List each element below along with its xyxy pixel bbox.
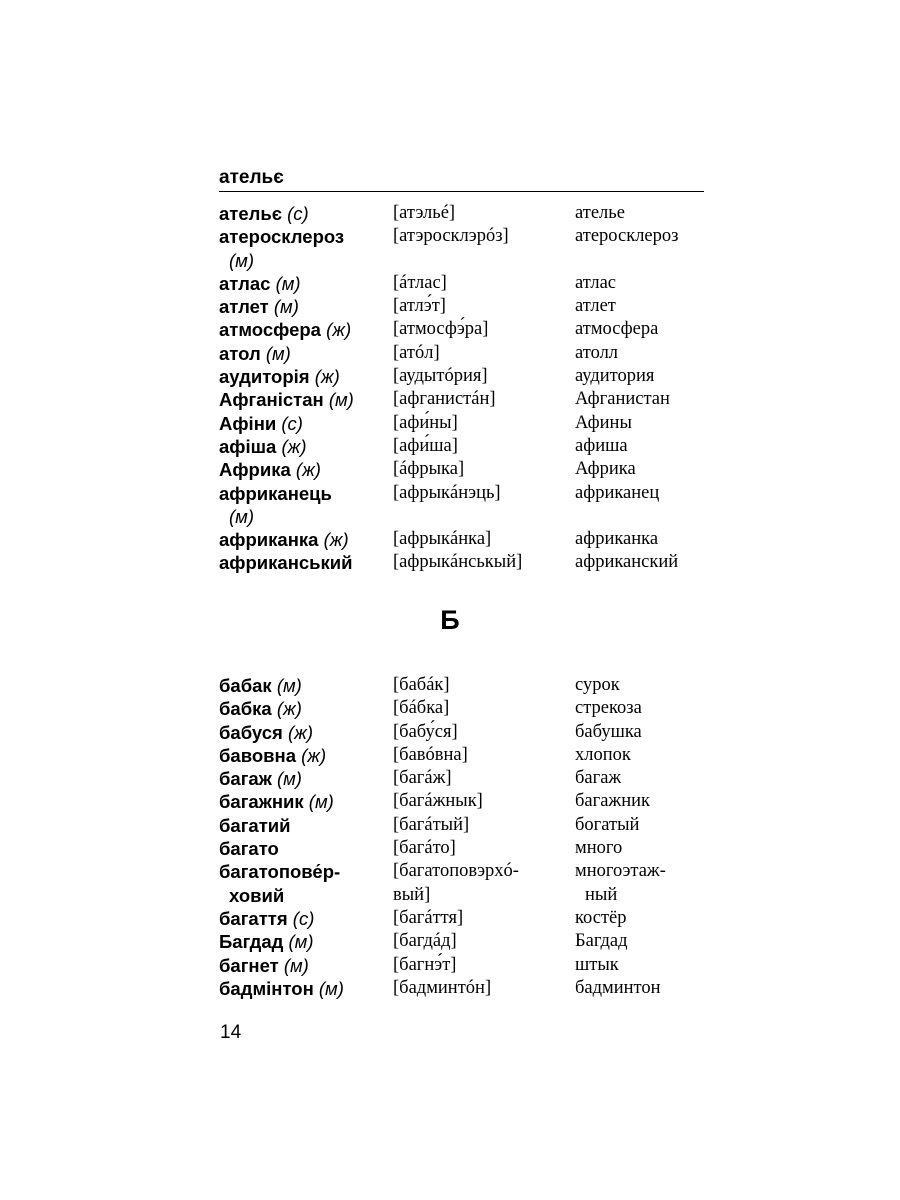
- headword: багажник: [219, 791, 304, 813]
- translation-cell: [575, 342, 725, 365]
- gender-marker: (м): [273, 296, 299, 318]
- dictionary-entry: [219, 860, 719, 907]
- headword: багатий: [219, 814, 291, 836]
- translation-cell: [575, 412, 725, 435]
- gender-marker: (м): [275, 272, 301, 294]
- transcription: [атлэ́т]: [393, 296, 446, 317]
- transcription: [багáжнык]: [393, 791, 483, 812]
- headword-cell: [219, 814, 389, 837]
- transcription-cell: [393, 674, 573, 697]
- gender-marker: (с): [281, 412, 303, 434]
- translation-cell: [575, 907, 725, 930]
- transcription: [áфрыка]: [393, 459, 465, 480]
- headword: бабак: [219, 675, 272, 696]
- dictionary-entry: [219, 907, 719, 930]
- russian-translation: сурок: [575, 675, 620, 695]
- russian-translation: бадминтон: [575, 977, 661, 998]
- headword: бавовна: [219, 744, 296, 766]
- headword-cell: [219, 412, 389, 435]
- russian-translation: Багдад: [575, 931, 628, 952]
- headword: ательє: [219, 203, 282, 224]
- russian-translation: многоэтаж-: [575, 861, 666, 882]
- translation-cell: [575, 697, 725, 720]
- dictionary-entry: [219, 365, 719, 388]
- headword-cell: [219, 767, 389, 790]
- transcription-cell: [393, 930, 573, 953]
- headword-cell: [219, 977, 389, 1000]
- transcription: [атóл]: [393, 342, 440, 363]
- translation-cell: [575, 435, 725, 458]
- transcription-cell: [393, 860, 573, 907]
- russian-translation: атлас: [575, 272, 617, 293]
- translation-cell: [575, 202, 725, 225]
- headword-cell: [219, 482, 389, 529]
- transcription-cell: [393, 272, 573, 295]
- translation-cell: [575, 860, 725, 907]
- gender-marker: (ж): [281, 435, 307, 457]
- russian-translation: атолл: [575, 342, 619, 363]
- translation-cell: [575, 814, 725, 837]
- headword: Африка: [219, 459, 291, 481]
- transcription-cell: [393, 551, 573, 574]
- dictionary-entry: [219, 458, 719, 481]
- headword-cell: [219, 790, 389, 813]
- transcription-continuation: вый]: [393, 884, 431, 905]
- gender-marker: (м): [288, 931, 314, 953]
- translation-cell: [575, 721, 725, 744]
- headword-cell: [219, 342, 389, 365]
- russian-translation: штык: [575, 954, 619, 975]
- dictionary-entry: [219, 767, 719, 790]
- russian-translation: атлет: [575, 296, 616, 317]
- dictionary-entry: [219, 790, 719, 813]
- headword-cell: [219, 744, 389, 767]
- transcription-cell: [393, 342, 573, 365]
- headword: бабуся: [219, 721, 283, 743]
- headword: атлет: [219, 296, 269, 318]
- headword-cell: [219, 272, 389, 295]
- headword: багато: [219, 838, 279, 860]
- russian-translation: африканец: [575, 482, 660, 503]
- transcription: [афи́ны]: [393, 412, 458, 433]
- headword-cell: [219, 388, 389, 411]
- transcription: [бабу́ся]: [393, 721, 458, 742]
- dictionary-entry: [219, 342, 719, 365]
- transcription: [афи́ша]: [393, 435, 458, 456]
- headword: багаж: [219, 768, 272, 790]
- russian-translation: багаж: [575, 768, 622, 789]
- translation-continuation: ный: [585, 884, 618, 905]
- transcription: [багáтый]: [393, 814, 470, 835]
- translation-cell: [575, 482, 725, 505]
- headword: багнет: [219, 954, 279, 976]
- gender-marker: (ж): [287, 721, 314, 743]
- entries-section-b: [219, 674, 719, 1000]
- russian-translation: африканский: [575, 552, 679, 573]
- translation-cell: [575, 318, 725, 341]
- headword: Афганістан: [219, 389, 324, 411]
- transcription: [афрыкáнэць]: [393, 482, 501, 503]
- translation-cell: [575, 674, 725, 697]
- transcription: [багатоповэрхó-: [393, 861, 519, 882]
- russian-translation: стрекоза: [575, 698, 642, 719]
- gender-marker: (ж): [326, 319, 352, 341]
- headword-cell: [219, 954, 389, 977]
- translation-cell: [575, 388, 725, 411]
- gender-marker: (м): [229, 249, 255, 271]
- dictionary-entry: [219, 954, 719, 977]
- transcription-cell: [393, 458, 573, 481]
- russian-translation: атеросклероз: [575, 226, 679, 247]
- section-letter-heading: Б: [440, 605, 460, 635]
- gender-marker: (ж): [295, 459, 321, 481]
- translation-cell: [575, 295, 725, 318]
- gender-marker: (ж): [314, 366, 340, 388]
- transcription: [бабáк]: [393, 675, 450, 695]
- russian-translation: хлопок: [575, 744, 631, 765]
- russian-translation: богатый: [575, 814, 640, 835]
- headword-continuation: ховий: [229, 884, 285, 906]
- russian-translation: афиша: [575, 435, 628, 456]
- transcription-cell: [393, 837, 573, 860]
- gender-marker: (ж): [323, 529, 349, 551]
- headword: бабка: [219, 698, 272, 720]
- transcription-cell: [393, 767, 573, 790]
- headword: афіша: [219, 435, 277, 457]
- gender-marker: (м): [308, 791, 334, 813]
- translation-cell: [575, 954, 725, 977]
- gender-marker: (м): [283, 954, 309, 976]
- gender-marker: (ж): [301, 744, 327, 766]
- transcription-cell: [393, 528, 573, 551]
- transcription: [багáж]: [393, 768, 452, 789]
- headword-cell: [219, 318, 389, 341]
- transcription: [атмосфэ́ра]: [393, 319, 489, 340]
- translation-cell: [575, 365, 725, 388]
- headword: аудиторія: [219, 366, 310, 388]
- transcription-cell: [393, 435, 573, 458]
- russian-translation: бабушка: [575, 721, 642, 742]
- transcription-cell: [393, 318, 573, 341]
- headword-cell: [219, 365, 389, 388]
- transcription: [аудытóрия]: [393, 366, 488, 387]
- headword: Афіни: [219, 412, 277, 434]
- headword-cell: [219, 528, 389, 551]
- headword: атеросклероз: [219, 226, 345, 248]
- russian-translation: аудитория: [575, 366, 655, 387]
- dictionary-entry: [219, 744, 719, 767]
- russian-translation: атмосфера: [575, 319, 659, 340]
- transcription-cell: [393, 412, 573, 435]
- headword-cell: [219, 674, 389, 697]
- headword: багаття: [219, 907, 288, 929]
- transcription-cell: [393, 202, 573, 225]
- dictionary-entry: [219, 930, 719, 953]
- gender-marker: (с): [287, 203, 309, 224]
- transcription-cell: [393, 721, 573, 744]
- dictionary-entry: [219, 272, 719, 295]
- dictionary-entry: [219, 721, 719, 744]
- headword-cell: [219, 907, 389, 930]
- transcription-cell: [393, 977, 573, 1000]
- russian-translation: багажник: [575, 791, 650, 812]
- gender-marker: (м): [276, 768, 302, 790]
- headword: африканський: [219, 552, 353, 574]
- gender-marker: (м): [328, 389, 354, 411]
- dictionary-entry: [219, 551, 719, 574]
- dictionary-entry: [219, 674, 719, 697]
- transcription: [бавóвна]: [393, 744, 468, 765]
- transcription-cell: [393, 744, 573, 767]
- headword: атол: [219, 342, 261, 364]
- gender-marker: (с): [292, 907, 315, 929]
- headword: атмосфера: [219, 319, 321, 341]
- transcription-cell: [393, 814, 573, 837]
- dictionary-entry: [219, 412, 719, 435]
- running-head: ательє: [219, 167, 704, 192]
- russian-translation: Афганистан: [575, 389, 670, 410]
- headword-cell: [219, 458, 389, 481]
- headword: бадмінтон: [219, 977, 314, 999]
- dictionary-entry: [219, 295, 719, 318]
- headword-cell: [219, 295, 389, 318]
- dictionary-entry: [219, 977, 719, 1000]
- transcription-cell: [393, 295, 573, 318]
- dictionary-entry: [219, 435, 719, 458]
- headword-cell: [219, 225, 389, 272]
- transcription-cell: [393, 225, 573, 248]
- translation-cell: [575, 272, 725, 295]
- headword-cell: [219, 721, 389, 744]
- dictionary-entry: [219, 318, 719, 341]
- gender-marker: (м): [276, 675, 302, 696]
- transcription: [áтлас]: [393, 272, 447, 293]
- transcription-cell: [393, 907, 573, 930]
- transcription-cell: [393, 482, 573, 505]
- transcription: [бадминтóн]: [393, 977, 492, 998]
- dictionary-entry: [219, 482, 719, 529]
- headword-cell: [219, 551, 389, 574]
- gender-marker: (ж): [276, 698, 302, 720]
- headword-cell: [219, 202, 389, 225]
- headword: Багдад: [219, 931, 284, 953]
- translation-cell: [575, 790, 725, 813]
- russian-translation: африканка: [575, 529, 659, 550]
- russian-translation: костёр: [575, 907, 627, 928]
- dictionary-entry: [219, 814, 719, 837]
- transcription: [атэросклэрóз]: [393, 226, 509, 247]
- translation-cell: [575, 744, 725, 767]
- translation-cell: [575, 930, 725, 953]
- headword-cell: [219, 860, 389, 907]
- translation-cell: [575, 551, 725, 574]
- transcription-cell: [393, 697, 573, 720]
- translation-cell: [575, 837, 725, 860]
- dictionary-entry: [219, 225, 719, 272]
- russian-translation: ателье: [575, 203, 625, 223]
- russian-translation: много: [575, 838, 623, 859]
- headword-cell: [219, 697, 389, 720]
- translation-cell: [575, 977, 725, 1000]
- transcription: [багáто]: [393, 838, 456, 859]
- dictionary-entry: [219, 388, 719, 411]
- dictionary-entry: [219, 837, 719, 860]
- translation-cell: [575, 225, 725, 248]
- transcription: [афганистáн]: [393, 389, 496, 410]
- translation-cell: [575, 528, 725, 551]
- transcription: [атэльé]: [393, 203, 456, 223]
- dictionary-entry: [219, 528, 719, 551]
- gender-marker: (м): [265, 342, 291, 364]
- headword-cell: [219, 837, 389, 860]
- headword-cell: [219, 435, 389, 458]
- gender-marker: (м): [229, 505, 255, 527]
- russian-translation: Афины: [575, 412, 632, 433]
- headword-cell: [219, 930, 389, 953]
- headword: африканець: [219, 482, 332, 504]
- headword: багатопове́р-: [219, 861, 341, 883]
- dictionary-entry: [219, 697, 719, 720]
- dictionary-entry: [219, 202, 719, 225]
- headword: африканка: [219, 529, 319, 551]
- transcription: [бáбка]: [393, 698, 450, 719]
- translation-cell: [575, 767, 725, 790]
- translation-cell: [575, 458, 725, 481]
- transcription: [афрыкáнськый]: [393, 552, 523, 573]
- headword: атлас: [219, 272, 271, 294]
- transcription: [багáття]: [393, 907, 464, 928]
- transcription-cell: [393, 388, 573, 411]
- transcription: [афрыкáнка]: [393, 529, 492, 550]
- transcription: [багдáд]: [393, 931, 457, 952]
- transcription-cell: [393, 790, 573, 813]
- transcription: [багнэ́т]: [393, 954, 457, 975]
- russian-translation: Африка: [575, 459, 636, 480]
- transcription-cell: [393, 365, 573, 388]
- gender-marker: (м): [318, 977, 344, 999]
- transcription-cell: [393, 954, 573, 977]
- entries-section-a: [219, 202, 719, 575]
- page-number: 14: [220, 1022, 242, 1043]
